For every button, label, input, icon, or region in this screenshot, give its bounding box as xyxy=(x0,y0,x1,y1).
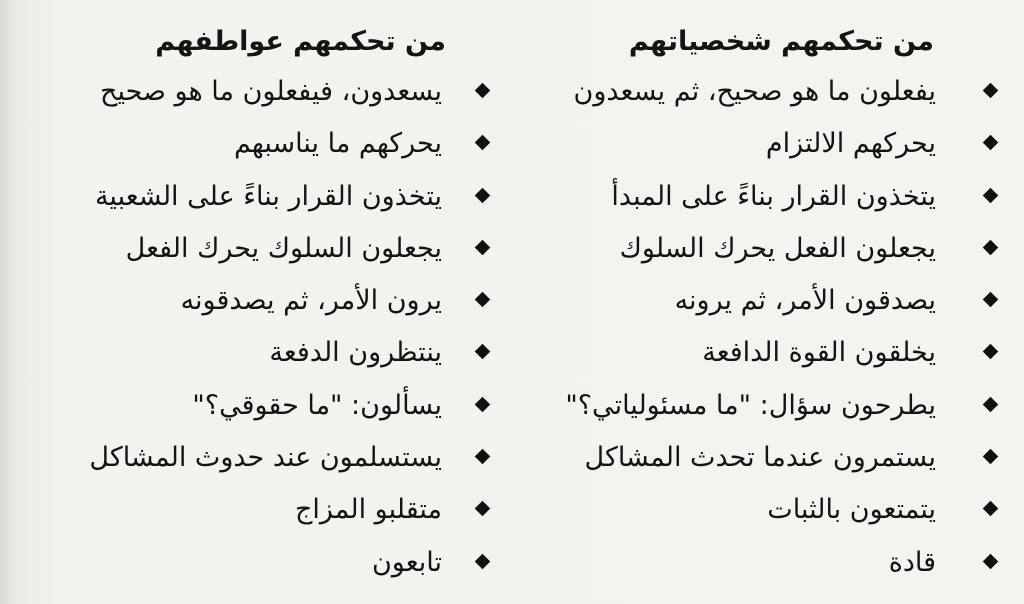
diamond-bullet-icon xyxy=(475,553,491,569)
list-item-text: قادة xyxy=(888,546,936,578)
list-item xyxy=(496,438,936,490)
list-item xyxy=(496,490,936,542)
list-item xyxy=(496,177,936,229)
list-item-text: متقلبو المزاج xyxy=(294,494,442,526)
list-item xyxy=(22,438,442,490)
list-item xyxy=(496,543,936,595)
emotions-list xyxy=(22,72,442,595)
diamond-bullet-icon xyxy=(983,187,999,203)
diamond-bullet-icon xyxy=(475,240,491,256)
list-item-text: يفعلون ما هو صحيح، ثم يسعدون xyxy=(573,76,936,107)
list-item xyxy=(22,490,442,542)
diamond-bullet-icon xyxy=(983,449,999,465)
diamond-bullet-icon xyxy=(475,449,491,465)
list-item xyxy=(22,177,442,229)
list-item-text: يجعلون الفعل يحرك السلوك xyxy=(619,232,936,264)
list-item-text: يخلقون القوة الدافعة xyxy=(702,337,936,369)
list-item-text: يرون الأمر، ثم يصدقونه xyxy=(180,285,442,317)
list-item xyxy=(22,386,442,438)
diamond-bullet-icon xyxy=(475,83,491,99)
list-item-text: يصدقون الأمر، ثم يرونه xyxy=(674,285,936,317)
diamond-bullet-icon xyxy=(983,83,999,99)
diamond-bullet-icon xyxy=(983,135,999,151)
list-item-text: يستمرون عندما تحدث المشاكل xyxy=(584,442,936,474)
list-item-text: يجعلون السلوك يحرك الفعل xyxy=(125,232,442,264)
personality-list xyxy=(496,72,936,595)
list-item xyxy=(22,229,442,281)
personality-column-heading: من تحكمهم شخصياتهم xyxy=(628,26,934,57)
diamond-bullet-icon xyxy=(983,501,999,517)
list-item xyxy=(496,333,936,385)
list-item-text: يطرحون سؤال: "ما مسئولياتي؟" xyxy=(565,389,936,421)
list-item xyxy=(22,543,442,595)
diamond-bullet-icon xyxy=(983,344,999,360)
diamond-bullet-icon xyxy=(475,501,491,517)
list-item-text: تابعون xyxy=(371,546,442,578)
diamond-bullet-icon xyxy=(475,292,491,308)
list-item xyxy=(496,229,936,281)
list-item-text: يتخذون القرار بناءً على الشعبية xyxy=(94,180,442,212)
diamond-bullet-icon xyxy=(983,240,999,256)
list-item-text: ينتظرون الدفعة xyxy=(269,337,442,369)
diamond-bullet-icon xyxy=(475,344,491,360)
list-item xyxy=(496,72,936,124)
list-item xyxy=(22,124,442,176)
personality-column xyxy=(496,20,936,595)
list-item-text: يستسلمون عند حدوث المشاكل xyxy=(89,442,442,474)
list-item-text: يسألون: "ما حقوقي؟" xyxy=(192,389,442,421)
list-item-text: يسعدون، فيفعلون ما هو صحيح xyxy=(100,76,442,107)
list-item xyxy=(496,386,936,438)
list-item xyxy=(22,333,442,385)
emotions-column xyxy=(22,20,446,595)
diamond-bullet-icon xyxy=(983,292,999,308)
list-item-text: يتخذون القرار بناءً على المبدأ xyxy=(611,180,936,212)
diamond-bullet-icon xyxy=(475,135,491,151)
list-item-text: يحركهم ما يناسبهم xyxy=(233,128,442,160)
list-item xyxy=(496,281,936,333)
list-item-text: يتمتعون بالثبات xyxy=(767,494,936,526)
emotions-column-heading: من تحكمهم عواطفهم xyxy=(155,26,446,57)
diamond-bullet-icon xyxy=(983,553,999,569)
diamond-bullet-icon xyxy=(475,187,491,203)
list-item xyxy=(496,124,936,176)
diamond-bullet-icon xyxy=(983,397,999,413)
list-item xyxy=(22,281,442,333)
list-item xyxy=(22,72,442,124)
diamond-bullet-icon xyxy=(475,397,491,413)
list-item-text: يحركهم الالتزام xyxy=(765,128,936,160)
